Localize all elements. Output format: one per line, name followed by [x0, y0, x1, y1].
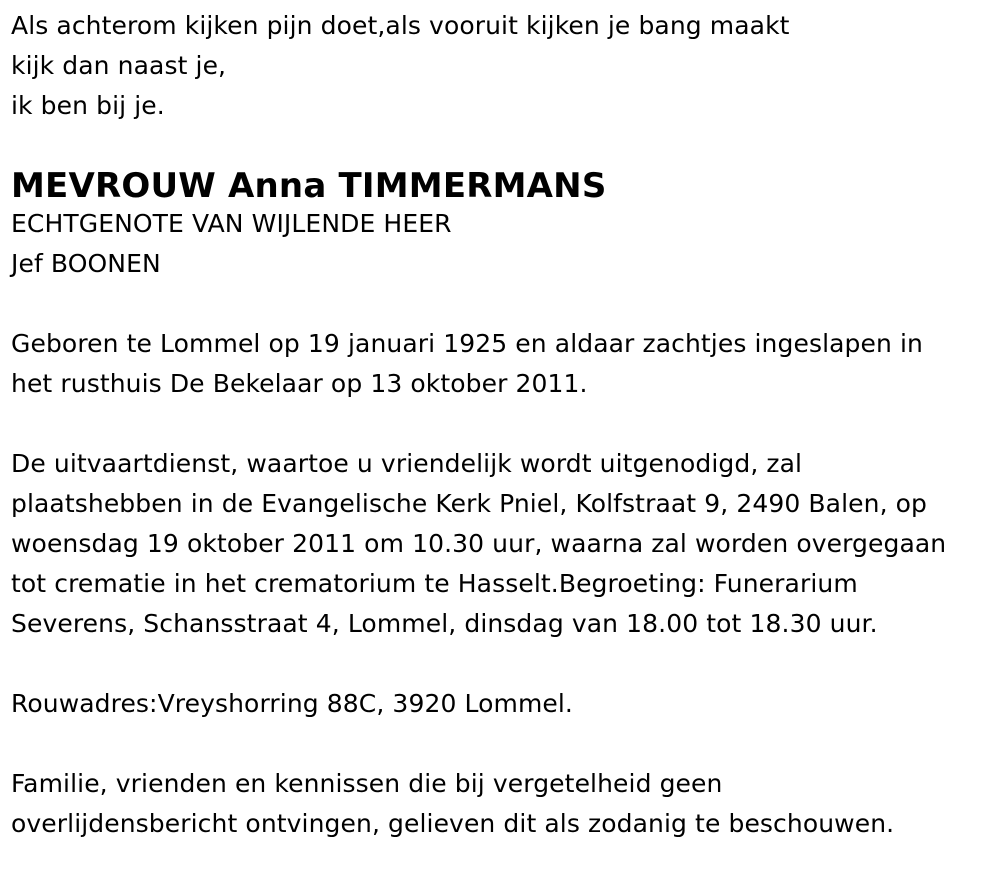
paragraph-line: Geboren te Lommel op 19 januari 1925 en aldaar zachtjes ingeslapen in: [11, 329, 923, 358]
funeral-paragraph: [11, 444, 996, 644]
paragraph-line: Familie, vrienden en kennissen die bij vergetelheid geen: [11, 769, 723, 798]
spouse-name: Jef BOONEN: [11, 249, 161, 278]
poem-line: Als achterom kijken pijn doet,als vooruit kijken je bang maakt: [11, 11, 790, 40]
poem-line: kijk dan naast je,: [11, 51, 227, 80]
poem-line: ik ben bij je.: [11, 91, 165, 120]
deceased-name: MEVROUW Anna TIMMERMANS: [11, 166, 607, 206]
obituary-notice: [11, 6, 996, 844]
paragraph-line: De uitvaartdienst, waartoe u vriendelijk wordt uitgenodigd, zal: [11, 449, 803, 478]
relation-text: ECHTGENOTE VAN WIJLENDE HEER: [11, 209, 452, 238]
paragraph-line: woensdag 19 oktober 2011 om 10.30 uur, waarna zal worden overgegaan: [11, 529, 947, 558]
paragraph-line: plaatshebben in de Evangelische Kerk Pniel, Kolfstraat 9, 2490 Balen, op: [11, 489, 928, 518]
paragraph-line: overlijdensbericht ontvingen, gelieven dit als zodanig te beschouwen.: [11, 809, 895, 838]
address-paragraph: [11, 684, 996, 724]
paragraph-line: tot crematie in het crematorium te Hasselt.Begroeting: Funerarium: [11, 569, 858, 598]
paragraph-line: het rusthuis De Bekelaar op 13 oktober 2011.: [11, 369, 588, 398]
poem: [11, 6, 996, 126]
paragraph-line: Severens, Schansstraat 4, Lommel, dinsdag van 18.00 tot 18.30 uur.: [11, 609, 878, 638]
closing-paragraph: [11, 764, 996, 844]
paragraph-line: Rouwadres:Vreyshorring 88C, 3920 Lommel.: [11, 689, 573, 718]
birth-death-paragraph: [11, 324, 996, 404]
